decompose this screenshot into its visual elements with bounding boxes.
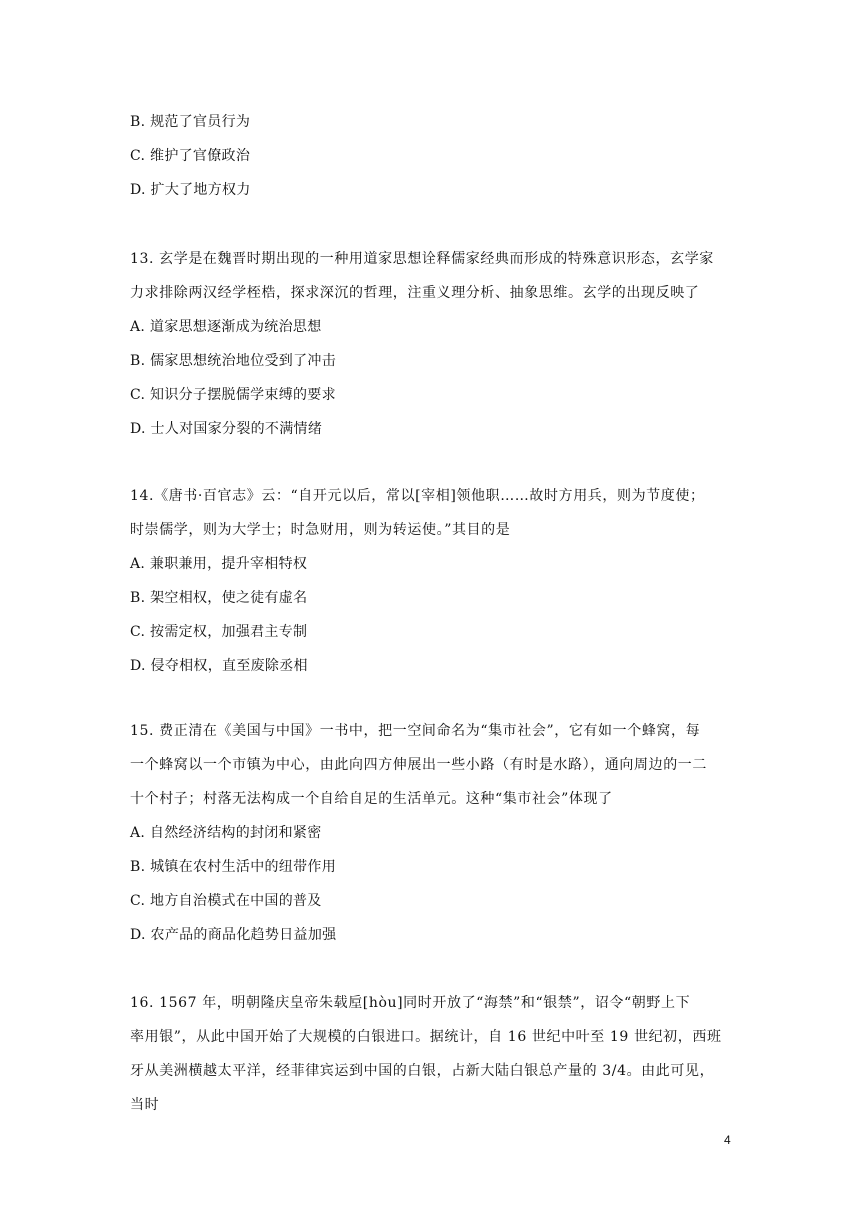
- q13-stem-line-2: 力求排除两汉经学桎梏，探求深沉的哲理，注重义理分析、抽象思维。玄学的出现反映了: [130, 285, 700, 301]
- q15-stem-line-3: 十个村子；村落无法构成一个自给自足的生活单元。这种“集市社会”体现了: [130, 791, 613, 807]
- q14-stem-line-1: 14.《唐书·百官志》云：“自开元以后，常以[宰相]领他职……故时方用兵，则为节度使；: [130, 488, 705, 504]
- q14-stem-line-2: 时崇儒学，则为大学士；时急财用，则为转运使。”其目的是: [130, 522, 511, 538]
- q15-option-d: D. 农产品的商品化趋势日益加强: [130, 927, 337, 943]
- q16-stem-line-1: 16. 1567 年，明朝隆庆皇帝朱载垕[hòu]同时开放了“海禁”和“银禁”，诏令“朝野上下: [130, 995, 691, 1011]
- q16-stem-line-3: 牙从美洲横越太平洋，经菲律宾运到中国的白银，占新大陆白银总产量的 3/4。由此可见，: [130, 1063, 715, 1079]
- prev-option-d: D. 扩大了地方权力: [130, 182, 251, 198]
- q15-option-b: B. 城镇在农村生活中的纽带作用: [130, 859, 336, 875]
- prev-option-b: B. 规范了官员行为: [130, 114, 251, 130]
- q15-stem-line-2: 一个蜂窝以一个市镇为中心，由此向四方伸展出一些小路（有时是水路），通向周边的一二: [130, 757, 707, 773]
- page-number: 4: [724, 1133, 731, 1147]
- prev-option-c: C. 维护了官僚政治: [130, 148, 251, 164]
- q15-option-c: C. 地方自治模式在中国的普及: [130, 893, 322, 909]
- q14-option-b: B. 架空相权，使之徒有虚名: [130, 590, 308, 606]
- q14-option-d: D. 侵夺相权，直至废除丞相: [130, 658, 308, 674]
- q13-option-a: A. 道家思想逐渐成为统治思想: [130, 319, 322, 335]
- q13-option-b: B. 儒家思想统治地位受到了冲击: [130, 353, 336, 369]
- q13-option-d: D. 士人对国家分裂的不满情绪: [130, 421, 323, 437]
- q14-option-a: A. 兼职兼用，提升宰相特权: [130, 556, 308, 572]
- q13-option-c: C. 知识分子摆脱儒学束缚的要求: [130, 387, 336, 403]
- q15-option-a: A. 自然经济结构的封闭和紧密: [130, 825, 322, 841]
- q15-stem-line-1: 15. 费正清在《美国与中国》一书中，把一空间命名为“集市社会”，它有如一个蜂窝，每: [130, 723, 701, 739]
- q16-stem-line-4: 当时: [130, 1097, 160, 1113]
- q14-option-c: C. 按需定权，加强君主专制: [130, 624, 308, 640]
- q16-stem-line-2: 率用银”，从此中国开始了大规模的白银进口。据统计，自 16 世纪中叶至 19 世纪初，西班: [130, 1029, 722, 1045]
- q13-stem-line-1: 13. 玄学是在魏晋时期出现的一种用道家思想诠释儒家经典而形成的特殊意识形态，玄学家: [130, 251, 714, 267]
